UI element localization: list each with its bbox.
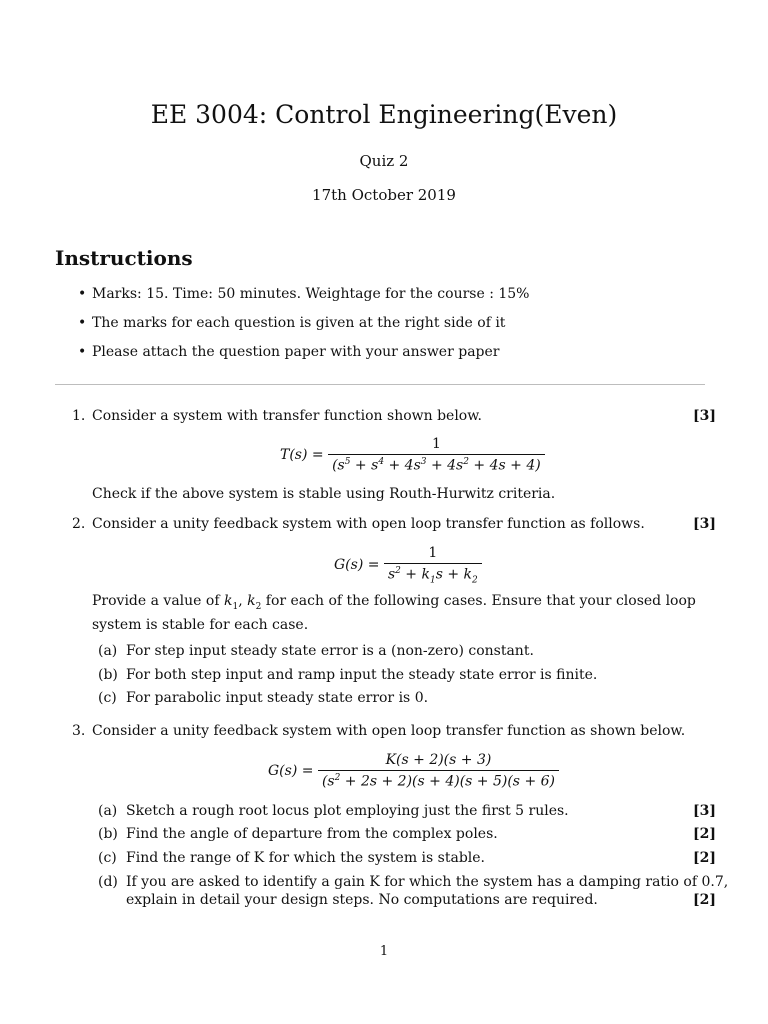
- instruction-item: • Marks: 15. Time: 50 minutes. Weightage for the course : 15%: [78, 286, 530, 302]
- part-text: Find the range of K for which the system is stable.: [126, 850, 485, 866]
- bullet-icon: •: [78, 286, 87, 302]
- bullet-icon: •: [78, 344, 87, 360]
- instruction-item: • Please attach the question paper with your answer paper: [78, 344, 500, 360]
- marks-label: [2]: [693, 892, 716, 908]
- instruction-item: • The marks for each question is given at the right side of it: [78, 315, 506, 331]
- fraction-denominator: $(s^5 + s^4 + 4s^3 + 4s^2 + 4s + 4)$: [328, 454, 545, 474]
- question-number: 3.: [72, 723, 86, 739]
- fraction-numerator: 1: [431, 436, 441, 452]
- part-label: (a): [98, 643, 118, 659]
- part-text: Sketch a rough root locus plot employing just the first 5 rules.: [126, 803, 569, 819]
- equation-t: [280, 436, 545, 474]
- page-number: 1: [379, 944, 389, 959]
- part-label: (a): [98, 803, 118, 819]
- part-text: For step input steady state error is a (non-zero) constant.: [126, 643, 534, 659]
- equation-g2: [268, 752, 559, 790]
- divider: [55, 384, 705, 385]
- bullet-icon: •: [78, 315, 87, 331]
- fraction-numerator: K(s + 2)(s + 3): [385, 752, 492, 768]
- question-text: Consider a unity feedback system with open loop transfer function as follows.: [92, 516, 645, 532]
- question-number: 1.: [72, 408, 86, 424]
- equation-lhs: G(s) =: [268, 762, 314, 779]
- equation-lhs: G(s) =: [334, 557, 380, 574]
- marks-label: [3]: [693, 408, 716, 424]
- part-label: (c): [98, 850, 117, 866]
- part-text: If you are asked to identify a gain K for which the system has a damping ratio of 0.7,: [126, 874, 729, 890]
- part-label: (d): [98, 874, 118, 890]
- part-text: Find the angle of departure from the complex poles.: [126, 826, 498, 842]
- equation-fraction: [318, 752, 559, 790]
- quiz-date: 17th October 2019: [312, 186, 456, 204]
- document-title: EE 3004: Control Engineering(Even): [150, 100, 618, 129]
- marks-label: [2]: [693, 826, 716, 842]
- part-label: (b): [98, 667, 118, 683]
- question-number: 2.: [72, 516, 86, 532]
- equation-lhs: T(s) =: [280, 446, 324, 463]
- question-text: Consider a system with transfer function shown below.: [92, 408, 483, 424]
- marks-label: [3]: [693, 803, 716, 819]
- instructions-heading: Instructions: [55, 246, 193, 270]
- equation-fraction: [328, 436, 545, 474]
- question-followup: Provide a value of $k_1$, $k_2$ for each of the following cases. Ensure that your closed loop system is stable for each case.: [92, 593, 696, 633]
- part-text: For parabolic input steady state error is 0.: [126, 690, 429, 706]
- question-text: Consider a unity feedback system with open loop transfer function as shown below.: [92, 723, 686, 739]
- part-text: For both step input and ramp input the steady state error is finite.: [126, 667, 598, 683]
- question-followup: Check if the above system is stable using Routh-Hurwitz criteria.: [92, 486, 556, 502]
- equation-fraction: [384, 545, 482, 585]
- marks-label: [2]: [693, 850, 716, 866]
- fraction-denominator: $s^2 + k_1s + k_2$: [384, 563, 482, 585]
- marks-label: [3]: [693, 516, 716, 532]
- fraction-denominator: $(s^2 + 2s + 2)(s + 4)(s + 5)(s + 6)$: [318, 770, 559, 790]
- fraction-numerator: 1: [428, 545, 438, 561]
- equation-g1: [334, 545, 482, 585]
- part-label: (b): [98, 826, 118, 842]
- quiz-subtitle: Quiz 2: [359, 152, 409, 170]
- part-label: (c): [98, 690, 117, 706]
- part-text: explain in detail your design steps. No computations are required.: [126, 892, 598, 908]
